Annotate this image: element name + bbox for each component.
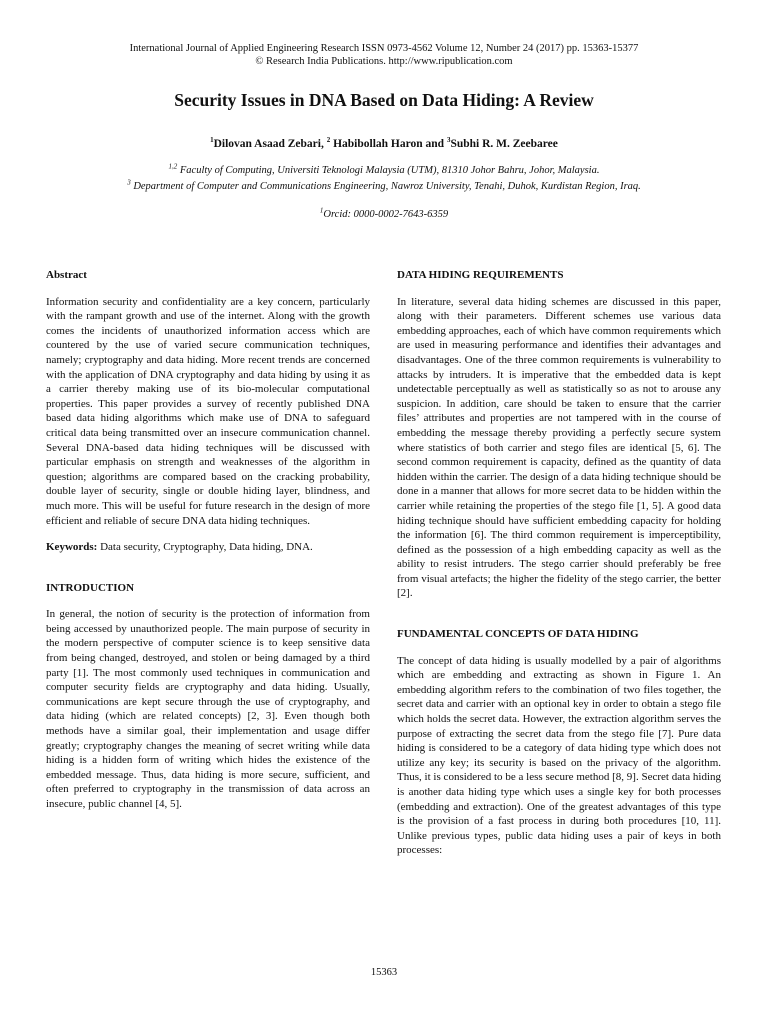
keywords-label: Keywords:	[46, 541, 98, 554]
affiliation-1-text: Faculty of Computing, Universiti Teknologi Malaysia (UTM), 81310 Johor Bahru, Johor, Malaysia.	[177, 165, 600, 176]
paper-title: Security Issues in DNA Based on Data Hiding: A Review	[174, 90, 594, 110]
orcid-text: Orcid: 0000-0002-7643-6359	[323, 209, 449, 220]
requirements-heading: DATA HIDING REQUIREMENTS	[397, 269, 564, 281]
keywords	[46, 540, 370, 555]
introduction-text: In general, the notion of security is the protection of information from being accessed by unauthorized people. The main purpose of security in the modern perspective of computer science is to keep sensitive data from being changed, destroyed, and stolen or being damaged by a third party [1]. The most commonly used techniques in communication and computer security fields are cryptography and data hiding. Usually, communications are kept secure through the use of cryptography, and data hiding (which are related concepts) [2, 3]. Even though both methods have a similar goal, their implementation and usage differ greatly; cryptography changes the meaning of secret writing while data hiding is a hidden form of writing which hides the existence of the embedded message. Thus, data hiding is more secure, sufficient, and often preferred to cryptography in the transmission of data across an insecure, public channel [4, 5].	[46, 608, 370, 810]
page-number: 15363	[370, 967, 398, 978]
author-list	[0, 138, 768, 150]
affiliation-2	[0, 180, 768, 194]
abstract-heading: Abstract	[46, 269, 87, 281]
affiliation-2-text: Department of Computer and Communications Engineering, Nawroz University, Tenahi, Duhok, Kurdistan Region, Iraq.	[130, 181, 641, 192]
author-1-marker: 1	[210, 136, 214, 145]
affiliation-2-marker: 3	[127, 178, 131, 187]
orcid	[0, 208, 768, 222]
journal-publisher: © Research India Publications. http://www.ripublication.com	[255, 56, 513, 67]
keywords-text: Data security, Cryptography, Data hiding, DNA.	[97, 541, 313, 554]
journal-header	[0, 42, 768, 68]
right-column	[397, 268, 721, 858]
author-3-marker: 3	[446, 136, 451, 145]
introduction-heading: INTRODUCTION	[46, 581, 135, 594]
author-3: Subhi R. M. Zeebaree	[450, 138, 558, 150]
author-2-marker: 2	[326, 136, 331, 145]
abstract-text: Information security and confidentiality are a key concern, particularly with the rampant growth and use of the internet. Along with the growth comes the incidents of unauthorized information access which are countered by the use of varied secure communication techniques, namely; cryptography and data hiding. More recent trends are concerned with the application of DNA cryptography and data hiding by using it as a carrier thereby making use of its bio-molecular computational properties. This paper provides a survey of recently published DNA based data hiding algorithms which make use of DNA to safeguard critical data being transmitted over an insecure communication channel. Several DNA-based data hiding techniques will be discussed with particular emphasis on strength and weaknesses of the algorithm in question; algorithms are compared based on the cracking probability, double layer of security, single or double hiding layer, blindness, and much more. This will be useful for future research in the design of more efficient and reliable of secure DNA data hiding techniques.	[46, 295, 370, 527]
fundamentals-text: The concept of data hiding is usually modelled by a pair of algorithms which are embedding and extracting as shown in Figure 1. An embedding algorithm refers to the combination of two files together, the secret data and carrier with an optional key in order to obtain a stego file which holds the secret data. However, the extraction algorithm serves the purpose of extracting the secret data from the stego file [7]. Pure data hiding is considered to be a category of data hiding type which does not utilize any key; its security is based on the privacy of the algorithm. Thus, it is considered to be a less secure method [8, 9]. Secret data hiding is another data hiding type which uses a single key for both processes (embedding and extraction). One of the greatest advantages of this type is the provision of a fast process in during both procedures [10, 11]. Unlike previous types, public data hiding uses a pair of keys in both processes:	[397, 654, 721, 857]
affiliation-1-marker: 1,2	[168, 162, 178, 171]
fundamentals-heading: FUNDAMENTAL CONCEPTS OF DATA HIDING	[397, 628, 639, 641]
orcid-marker: 1	[319, 206, 324, 215]
left-column	[46, 268, 370, 812]
affiliation-1	[0, 164, 768, 178]
author-2: Habibollah Haron and	[330, 138, 447, 150]
author-1: Dilovan Asaad Zebari,	[213, 138, 327, 150]
journal-citation: International Journal of Applied Engineering Research ISSN 0973-4562 Volume 12, Number 24 (2017) pp. 15363-15377	[129, 43, 639, 54]
requirements-text: In literature, several data hiding schemes are discussed in this paper, along with their parameters. Different schemes use various data embedding approaches, each of which have common requirements which are used in measuring performance and identifies their advantages and disadvantages. One of the three common requirements is vulnerability to attacks by intruders. It is imperative that the embedded data is kept undetectable perceptually as well as statistically so as not to arouse any suspicion. In addition, care should be taken to ensure that the carrier files’ attributes and properties are not tampered with in the course of embedding the message thereby providing a perfectly secure system where statistics of both carrier and stego files are identical [5, 6]. The second common requirement is capacity, defined as the quantity of data hidden within the carrier. The design of a data hiding technique should be done in a manner that allows for more secret data to be hidden within the carrier while retaining the properties of the stego file [1, 5]. A good data hiding technique should have sufficient embedding capacity for holding the information [6]. The third common requirement is imperceptibility, defined as the possession of a high embedding capacity as well as the ability to resist intruders. The stego carrier should preferably be free from visual artefacts; the higher the fidelity of the stego carrier, the better [2].	[397, 295, 721, 600]
